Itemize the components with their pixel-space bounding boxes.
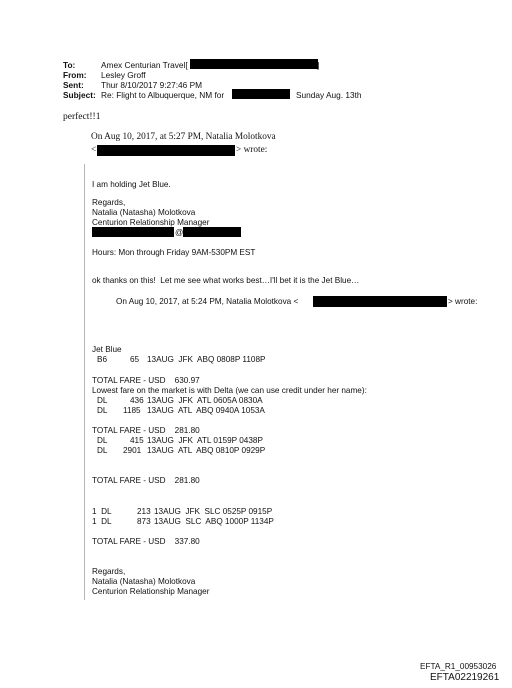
bates-number-2: EFTA02219261 (430, 672, 500, 683)
total-fare: TOTAL FARE - USD 630.97 (92, 376, 200, 385)
hours-text: Hours: Mon through Friday 9AM-530PM EST (92, 248, 256, 257)
subject-value: Re: Flight to Albuquerque, NM for (101, 90, 225, 100)
redaction-bar (97, 145, 235, 156)
closing-regards: Regards, (92, 567, 126, 576)
signature-at: @ (175, 228, 184, 237)
signature-title: Centurion Relationship Manager (92, 218, 210, 227)
flight-details: 13AUG SLC ABQ 1000P 1134P (154, 517, 274, 526)
flight-details: 13AUG JFK ATL 0159P 0438P (147, 436, 263, 445)
redaction-bar (92, 227, 174, 237)
flight-details: 13AUG JFK ABQ 0808P 1108P (147, 355, 266, 364)
redaction-bar (232, 89, 290, 99)
flight-number: 65 (130, 355, 140, 364)
flight-details: 13AUG ATL ABQ 0940A 1053A (147, 406, 265, 415)
redaction-bar (190, 59, 318, 69)
airline-code: 1 DL (92, 507, 112, 516)
flight-number: 2901 (123, 446, 142, 455)
bates-number-1: EFTA_R1_00953026 (420, 662, 497, 671)
airline-code: DL (97, 406, 108, 415)
reply-text: perfect!!1 (63, 112, 101, 122)
flight-number: 1185 (123, 406, 141, 415)
closing-signature-name: Natalia (Natasha) Molotkova (92, 577, 196, 586)
quote-bar (84, 164, 85, 600)
redaction-bar (183, 227, 241, 237)
flight-details: 13AUG JFK SLC 0525P 0915P (154, 507, 273, 516)
quote2-attribution-close: > wrote: (448, 297, 478, 306)
quote1-attribution: On Aug 10, 2017, at 5:27 PM, Natalia Molotkova (91, 132, 276, 142)
subject-tail: Sunday Aug. 13th (296, 90, 362, 100)
flight-details: 13AUG ATL ABQ 0810P 0929P (147, 446, 266, 455)
from-label: From: (63, 70, 87, 80)
quote1-attribution-open: < (91, 145, 97, 155)
to-label: To: (63, 60, 76, 70)
from-value: Lesley Groff (101, 70, 146, 80)
delta-note: Lowest fare on the market is with Delta (we can use credit under her name): (92, 386, 367, 395)
to-close: ] (317, 60, 320, 70)
flight-number: 873 (137, 517, 151, 526)
total-fare: TOTAL FARE - USD 281.80 (92, 476, 200, 485)
signature-name: Natalia (Natasha) Molotkova (92, 208, 196, 217)
flight-number: 436 (130, 396, 144, 405)
airline-code: DL (97, 436, 108, 445)
jetblue-title: Jet Blue (92, 345, 122, 354)
sent-value: Thur 8/10/2017 9:27:46 PM (101, 80, 203, 90)
total-fare: TOTAL FARE - USD 337.80 (92, 537, 200, 546)
flight-details: 13AUG JFK ATL 0605A 0830A (147, 396, 263, 405)
total-fare: TOTAL FARE - USD 281.80 (92, 426, 200, 435)
quote2-attribution: On Aug 10, 2017, at 5:24 PM, Natalia Molotkova < (116, 297, 299, 306)
flight-number: 415 (130, 436, 144, 445)
airline-code: DL (97, 396, 108, 405)
quote1-attribution-close: > wrote: (236, 145, 268, 155)
airline-code: DL (97, 446, 108, 455)
holding-text: I am holding Jet Blue. (92, 180, 171, 189)
airline-code: 1 DL (92, 517, 112, 526)
to-value: Amex Centurian Travel[ (101, 60, 188, 70)
redaction-bar (313, 296, 447, 307)
closing-signature-title: Centurion Relationship Manager (92, 587, 210, 596)
airline-code: B6 (97, 355, 108, 364)
sent-label: Sent: (63, 80, 84, 90)
subject-label: Subject: (63, 90, 96, 100)
flight-number: 213 (137, 507, 151, 516)
regards-text: Regards, (92, 198, 126, 207)
reply2-text: ok thanks on this! Let me see what works best…I'll bet it is the Jet Blue… (92, 276, 360, 285)
